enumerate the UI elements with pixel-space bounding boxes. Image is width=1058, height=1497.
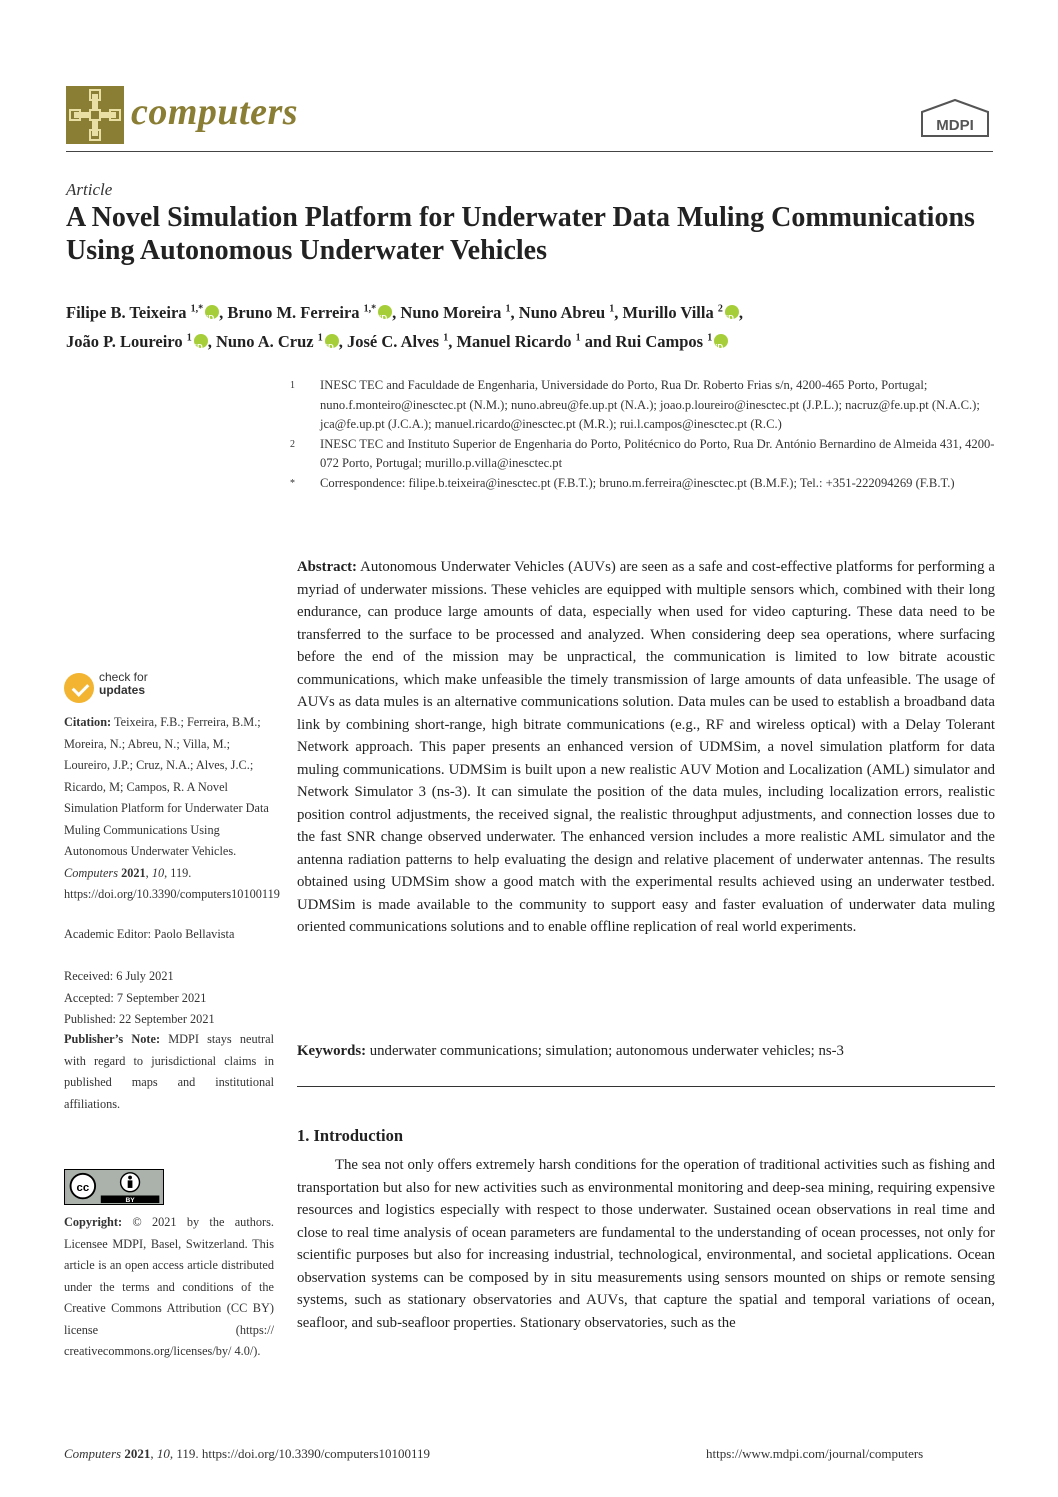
abstract-text: Autonomous Underwater Vehicles (AUVs) are seen as a safe and cost-effective platforms for performing a myriad of underwater missions. These vehicles are equipped with multiple sensors which, combined with their long endurance, can produce large amounts of data, especially when used for video capturing. These data need to be transferred to the surface to be processed and analyzed. When considering deep sea operations, where surfacing before the end of the mission may be unpractical, the communication is limited to low bitrate acoustic communications, which make unfeasible the timely transmission of large amounts of data unfeasible. The usage of AUVs as data mules is an alternative communications solution. Data mules can be used to establish a broadband data link by combining short-range, high bitrate communications (e.g., RF and wireless optical) with a Delay Tolerant Network approach. This paper presents an enhanced version of UDMSim, a novel simulation platform for data muling communications. UDMSim is built upon a new realistic AUV Motion and Localization (AML) simulator and Network Simulator 3 (ns-3). It can simulate the position of the data mules, including localization errors, realistic position control adjustments, the received signal, the realistic throughput adjustments, and connection losses due to the fast SNR change observed underwater. The enhanced version includes a more realistic AML simulator and the antenna radiation patterns to help evaluating the design and relative placement of underwater antennas. The results obtained using UDMSim show a good match with the experimental results achieved using an underwater testbed. UDMSim is made available to the community to support easy and faster evaluation of underwater data muling oriented communications solutions and to enable offline replication of real world experiments. xyxy=(297,559,995,935)
orcid-icon[interactable] xyxy=(714,334,728,348)
author-name: Filipe B. Teixeira xyxy=(66,302,191,322)
author-name: Murillo Villa xyxy=(622,302,718,322)
keywords-text: underwater communications; simulation; autonomous underwater vehicles; ns-3 xyxy=(369,1043,844,1059)
journal-name: computers xyxy=(131,91,299,133)
author-separator: , xyxy=(510,302,519,322)
author-affiliation-mark: 2 xyxy=(717,303,723,314)
accepted-date: Accepted: 7 September 2021 xyxy=(64,990,207,1005)
orcid-icon[interactable] xyxy=(205,305,219,319)
mdpi-logo xyxy=(918,98,992,138)
author-separator: , xyxy=(219,302,228,322)
mdpi-logo-text: MDPI xyxy=(936,117,974,134)
affiliation-text: INESC TEC and Faculdade de Engenharia, Universidade do Porto, Rua Dr. Roberto Frias s/n, 4200-465 Porto, Portugal; nuno.f.monteiro@inesctec.pt (N.M.); nuno.abreu@fe.up.pt (N.A.); joao.p.loureiro@inesctec.pt (J.P.L.); nacruz@fe.up.pt (N.A.C.); jca@fe.up.pt (J.C.A.); manuel.ricardo@inesctec.pt (M.R.); rui.l.campos@inesctec.pt (R.C.) xyxy=(320,378,980,431)
abstract xyxy=(297,556,995,939)
copyright xyxy=(64,1212,274,1363)
author xyxy=(227,303,400,322)
author-separator: , xyxy=(614,302,623,322)
author-name: Nuno A. Cruz xyxy=(215,332,318,351)
affiliation-text: INESC TEC and Instituto Superior de Engenharia do Porto, Politécnico do Porto, Rua Dr. António Bernardino de Almeida 431, 4200-072 Porto, Portugal; murillo.p.villa@inesctec.pt xyxy=(320,436,995,470)
author xyxy=(616,332,729,351)
orcid-icon[interactable] xyxy=(378,305,392,319)
affiliation-mark: * xyxy=(290,477,295,489)
orcid-icon[interactable] xyxy=(194,334,208,348)
author-name: José C. Alves xyxy=(346,332,444,351)
author-affiliation-mark: 1 xyxy=(317,332,323,344)
author-affiliation-mark: 1 xyxy=(505,303,511,314)
author-name: Nuno Moreira xyxy=(400,302,506,322)
keywords xyxy=(297,1040,995,1063)
section-heading: 1. Introduction xyxy=(297,1126,404,1145)
author-affiliation-mark: 1 xyxy=(707,332,713,344)
author-separator: , xyxy=(448,332,457,351)
author-separator: and xyxy=(580,332,616,351)
author xyxy=(456,332,615,351)
affiliation-2 xyxy=(290,435,1000,474)
citation: Citation: Teixeira, F.B.; Ferreira, B.M.; Moreira, N.; Abreu, N.; Villa, M.; Loureiro, J.P.; Cruz, N.A.; Alves, J.C.; Ricardo, M; Campos, R. A Novel Simulation Platform for Underwater Data Muling Communications Using Autonomous Underwater Vehicles. Computers 2021, 10, 119. https://doi.org/10.3390/computers10100119 xyxy=(64,715,280,901)
footer-doi-link[interactable]: , 119. https://doi.org/10.3390/computers10100119 xyxy=(169,1446,431,1461)
copyright-label: Copyright: xyxy=(64,1215,123,1229)
author-name: Manuel Ricardo xyxy=(456,332,576,351)
author-separator: , xyxy=(738,302,743,322)
svg-text:cc: cc xyxy=(76,1181,90,1194)
article-type: Article xyxy=(66,180,113,199)
author-name: Nuno Abreu xyxy=(518,302,610,322)
author xyxy=(66,303,227,322)
check-updates-line1: check for xyxy=(99,670,148,684)
author-name: Bruno M. Ferreira xyxy=(227,302,364,322)
affiliations xyxy=(290,376,1000,493)
author-affiliation-mark: 1 xyxy=(443,332,449,344)
author xyxy=(400,303,518,322)
pubnote-text: MDPI stays neutral with regard to jurisdictional claims in published maps and institutional affiliations. xyxy=(64,1032,274,1111)
check-icon xyxy=(64,673,94,703)
author-name: Rui Campos xyxy=(615,332,708,351)
citation-text: Teixeira, F.B.; Ferreira, B.M.; Moreira, N.; Abreu, N.; Villa, M.; Loureiro, J.P.; Cruz, N.A.; Alves, J.C.; Ricardo, M; Campos, R. A Novel Simulation Platform for Underwater Data Muling Communications Using Autonomous Underwater Vehicles. xyxy=(64,715,269,858)
publishers-note xyxy=(64,1029,274,1115)
published-date: Published: 22 September 2021 xyxy=(64,1012,215,1026)
copyright-text: © 2021 by the authors. Licensee MDPI, Basel, Switzerland. This article is an open access article distributed under the terms and conditions of the Creative Commons Attribution (CC BY) license (https:// creativecommons.org/licenses/by/ 4.0/). xyxy=(64,1215,274,1358)
author-line-1 xyxy=(66,296,996,326)
footer-journal: Computers xyxy=(64,1446,122,1461)
abstract-label: Abstract: xyxy=(297,559,357,575)
citation-volume: 10 xyxy=(151,865,165,880)
received-date: Received: 6 July 2021 xyxy=(64,969,174,983)
citation-label: Citation: xyxy=(64,715,112,729)
footer-volume: 10 xyxy=(156,1446,170,1461)
citation-year: 2021 xyxy=(121,865,146,880)
author xyxy=(519,303,623,322)
publication-dates xyxy=(64,966,274,1031)
header-divider xyxy=(66,151,993,152)
cc-by-label: BY xyxy=(125,1197,135,1205)
pubnote-label: Publisher’s Note: xyxy=(64,1032,161,1046)
author-affiliation-mark: 1 xyxy=(609,303,615,314)
academic-editor: Academic Editor: Paolo Bellavista xyxy=(64,927,235,941)
author-affiliation-mark: 1,* xyxy=(190,303,204,314)
author-affiliation-mark: 1 xyxy=(186,332,192,344)
footer-journal-url[interactable]: https://www.mdpi.com/journal/computers xyxy=(706,1446,924,1461)
introduction-paragraph: The sea not only offers extremely harsh conditions for the operation of traditional activities such as fishing and transportation but also for new activities such as environmental monitoring and deep-sea mining, requiring expensive resources and logistics especially with respect to those underwater. Sustained ocean observations in real time and close to real time analysis of ocean parameters are fundamental to the understanding of ocean processes, not only for scientific purposes but also for increasing industrial, technological, environmental, and societal applications. Ocean observation systems can be composed by in situ measurements using sensors mounted on ships or remote sensing systems, such as stationary observatories and AUVs, that capture the spatial and temporal variations of ocean, seafloor, and sub-seafloor properties. Stationary observatories, such as the xyxy=(297,1157,995,1331)
affiliation-mark: 1 xyxy=(290,380,295,391)
affiliation-mark: 2 xyxy=(290,438,295,450)
citation-doi[interactable]: , 119. https://doi.org/10.3390/computers10100119 xyxy=(64,865,280,901)
check-updates-line2: updates xyxy=(99,683,146,697)
footer-year: 2021 xyxy=(124,1446,151,1461)
correspondence-text: Correspondence: filipe.b.teixeira@inesctec.pt (F.B.T.); bruno.m.ferreira@inesctec.pt (B.M.F.); Tel.: +351-222094269 (F.B.T.) xyxy=(320,475,955,490)
orcid-icon[interactable] xyxy=(725,305,739,319)
footer-citation: Computers 2021, 10, 119. https://doi.org/10.3390/computers10100119 xyxy=(64,1446,431,1461)
author-name: João P. Loureiro xyxy=(66,332,187,351)
affiliation-1 xyxy=(290,376,1000,435)
keywords-label: Keywords: xyxy=(297,1043,367,1059)
author-list xyxy=(66,296,996,355)
author-affiliation-mark: 1,* xyxy=(363,303,377,314)
author-separator: , xyxy=(207,332,216,351)
author-affiliation-mark: 1 xyxy=(575,332,581,344)
section-divider xyxy=(297,1086,995,1087)
author xyxy=(66,332,216,351)
author-separator: , xyxy=(392,302,401,322)
orcid-icon[interactable] xyxy=(325,334,339,348)
correspondence xyxy=(290,474,1000,494)
author xyxy=(216,332,347,351)
author xyxy=(623,303,743,322)
paper-title: A Novel Simulation Platform for Underwater Data Muling Communications Using Autonomous Underwater Vehicles xyxy=(66,202,975,266)
journal-logo xyxy=(66,86,124,144)
citation-journal: Computers xyxy=(64,865,118,880)
author xyxy=(347,332,457,351)
author-separator: , xyxy=(338,332,347,351)
cc-by-license-icon[interactable] xyxy=(64,1169,164,1205)
